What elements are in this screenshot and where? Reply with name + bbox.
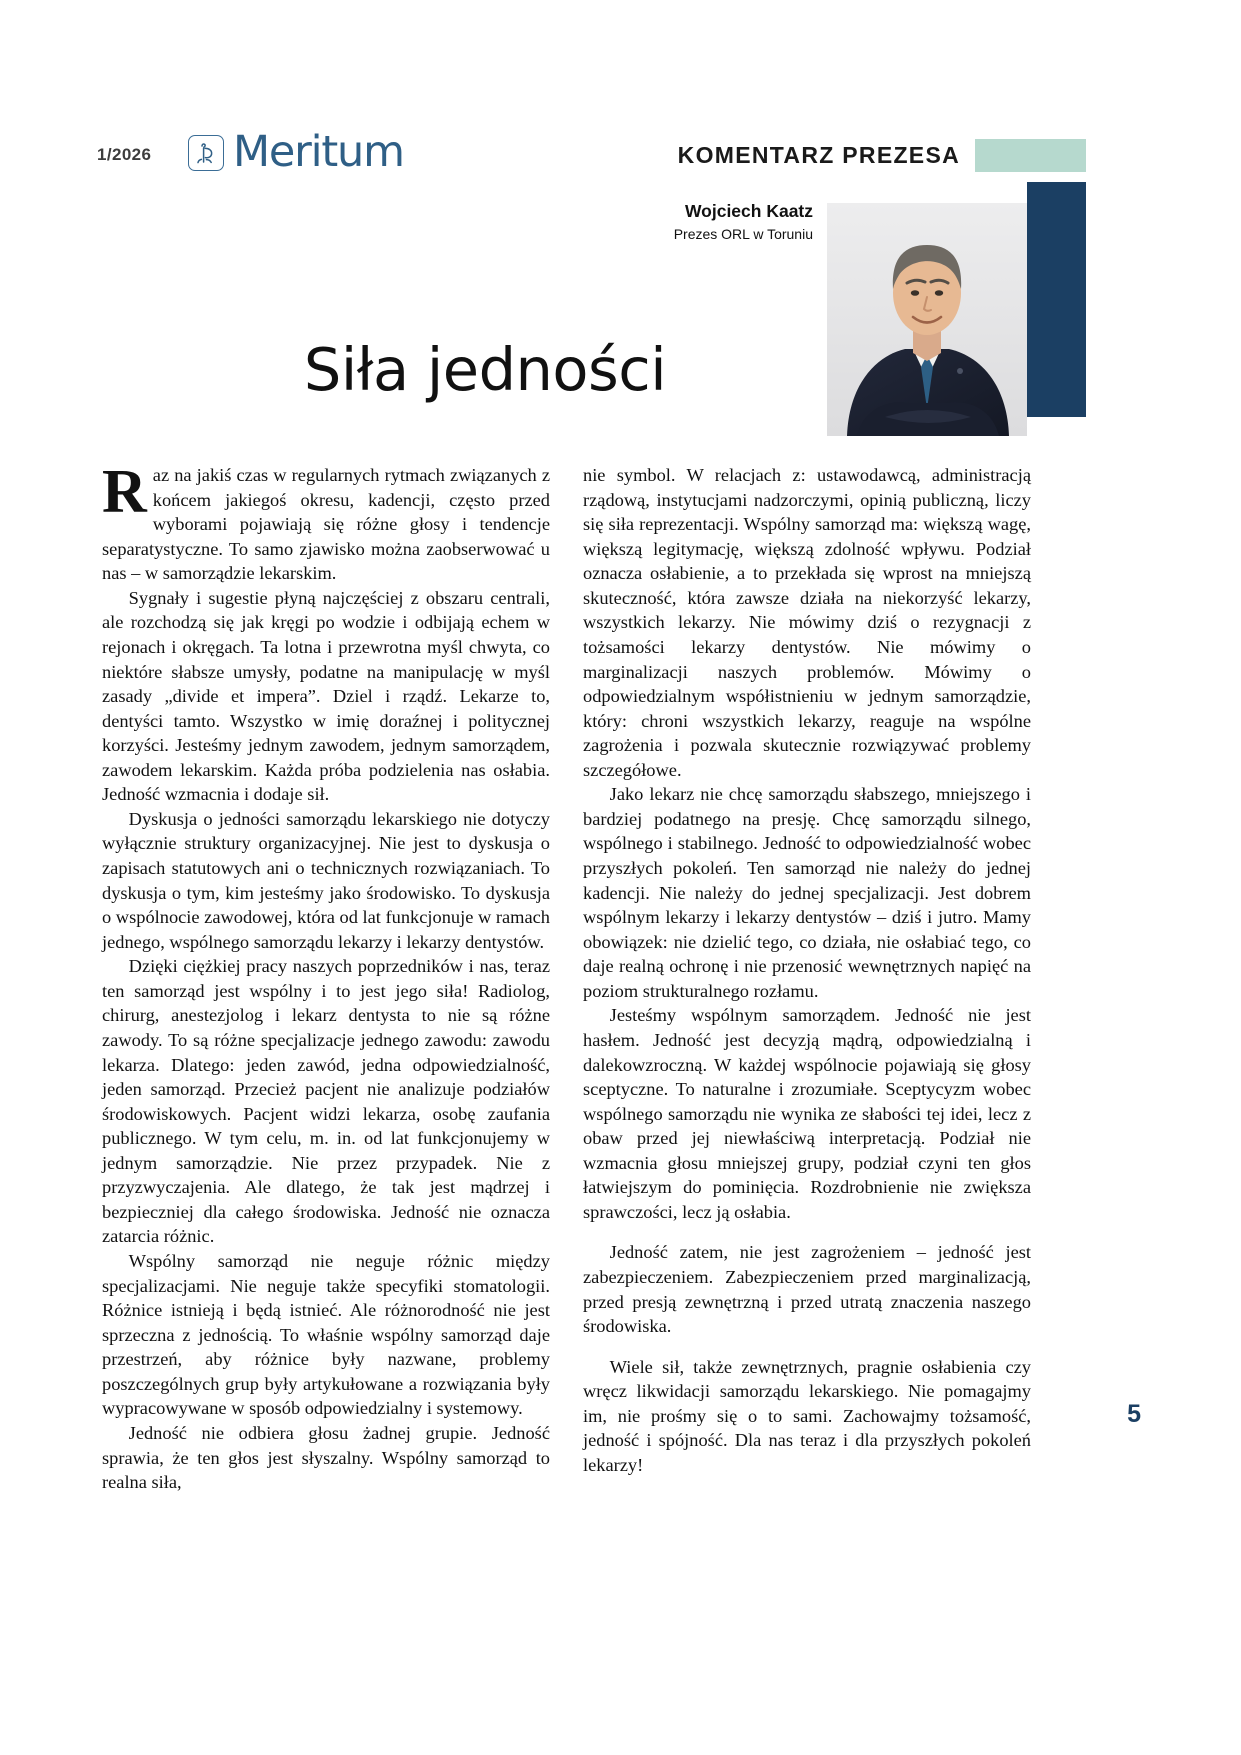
masthead-wordmark: Meritum [233,127,404,177]
page-title: Siła jedności [303,334,667,404]
paragraph: Jedność zatem, nie jest zagrożeniem – jedność jest zabezpieczeniem. Zabezpieczeniem przed marginalizacją, przed presją zewnętrzną i przed utratą znaczenia naszego środowiska. [583,1242,1031,1337]
left-column [102,458,550,1495]
meritum-leaf-logo-icon [188,135,224,171]
header-accent-bar [975,139,1086,172]
issue-label: 1/2026 [97,145,152,164]
paragraph: Wiele sił, także zewnętrznych, pragnie osłabienia czy wręcz likwidacji samorządu lekarskiego. Nie pomagajmy im, nie prośmy się o to sami. Zachowajmy tożsamość, jedność i spójność. Dla nas teraz i dla przyszłych pokoleń lekarzy! [583,1356,1031,1475]
article-body [102,458,1138,1495]
paragraph: nie symbol. W relacjach z: ustawodawcą, administracją rządową, instytucjami nadzorczymi, opinią publiczną, liczy się siła reprezentacji. Wspólny samorząd ma: większą wagę, większą legitymację, większą zdolność wpływu. Podział oznacza osłabienie, a to przekłada się wprost na mniejszą skuteczność, która zawsze działa na niekorzyść lekarzy, wszystkich lekarzy. Nie mówimy dziś o rezygnacji z tożsamości lekarzy dentystów. Nie mówimy o marginalizacji naszych problemów. Mówimy o odpowiedzialnym współistnieniu w jednym samorządzie, który: chroni wszystkich lekarzy, reaguje na wspólne zagrożenia i pozwala skutecznie rozwiązywać problemy szczegółowe. [583,465,1031,780]
paragraph: Sygnały i sugestie płyną najczęściej z obszaru centrali, ale rozchodzą się jak kręgi po wodzie i odbijają echem w rejonach i okręgach. Ta lotna i przewrotna myśl chwyta, co niektóre słabsze umysły, podatne na manipulację w myśl zasady „divide et impera”. Dziel i rządź. Lekarze to, dentyści tamto. Wszystko w imię doraźnej i politycznej korzyści. Jesteśmy jednym zawodem, jednym samorządem, zawodem lekarskim. Każda próba podzielenia nas osłabia. Jedność wzmacnia i dodaje sił. [102,587,550,805]
page-number: 5 [1127,1400,1141,1428]
paragraph: Wspólny samorząd nie neguje różnic między specjalizacjami. Nie neguje także specyfiki stomatologii. Różnice istnieją i będą istnieć. Ale różnorodność nie jest sprzeczna z jednością. To właśnie wspólny samorząd daje przestrzeń, aby różnice były nazwane, problemy poszczególnych grup były artykułowane a rozwiązania były wypracowywane w sposób odpowiedzialny i systemowy. [102,1251,550,1419]
byline [513,200,813,244]
section-title: KOMENTARZ PREZESA [677,142,960,168]
paragraph: Dyskusja o jedności samorządu lekarskiego nie dotyczy wyłącznie struktury organizacyjnej. Nie jest to dyskusja o zapisach statutowych ani o technicznych rozwiązaniach. To dyskusja o tym, kim jesteśmy jako środowisko. To dyskusja o wspólnocie zawodowej, która od lat funkcjonuje w ramach jednego, wspólnego samorządu lekarzy i lekarzy dentystów. [102,808,550,952]
author-name: Wojciech Kaatz [684,201,813,221]
paragraph: Jedność nie odbiera głosu żadnej grupie. Jedność sprawia, że ten głos jest słyszalny. Wspólny samorząd to realna siła, [102,1422,550,1493]
paragraph: Dzięki ciężkiej pracy naszych poprzedników i nas, teraz ten samorząd jest wspólny i to jest jego siła! Radiolog, chirurg, anestezjolog i lekarz dentysta to nie są różne zawody. To są różne specjalizacje jednego zawodu: zawodu lekarza. Dlatego: jeden zawód, jedna odpowiedzialność, jeden samorząd. Przecież pacjent nie analizuje podziałów środowiskowych. Pacjent widzi lekarza, osobę zaufania publicznego. W tym celu, m. in. od lat funkcjonujemy w jednym samorządzie. Nie przez przypadek. Nie z przyzwyczajenia. Ale dlatego, że tak jest mądrzej i bezpieczniej dla całego środowiska. Jedność nie oznacza zatarcia różnic. [102,956,550,1247]
paragraph: Raz na jakiś czas w regularnych rytmach związanych z końcem jakiegoś okresu, kadencji, często przed wyborami pojawiają się różne głosy i tendencje separatystyczne. To samo zjawisko można zaobserwować u nas – w samorządzie lekarskim. [102,458,550,584]
masthead-logo [188,127,404,177]
right-column [583,463,1031,1495]
paragraph: Jesteśmy wspólnym samorządem. Jedność nie jest hasłem. Jedność jest decyzją mądrą, odpowiedzialną i dalekowzroczną. W każdej wspólnocie pojawiają się głosy sceptyczne. To naturalne i zrozumiałe. Sceptycyzm wobec wspólnego samorządu nie wynika ze słabości tej idei, lecz z obaw przed jej niewłaściwą interpretacją. Podział nie wzmacnia głosu mniejszej grupy, podział czyni ten głos łatwiejszym do pominięcia. Rozdrobnienie nie zwiększa sprawczości, lecz ją osłabia. [583,1005,1031,1222]
author-role: Prezes ORL w Toruniu [673,225,813,242]
portrait-backdrop-block [1027,182,1086,417]
paragraph: Jako lekarz nie chcę samorządu słabszego, mniejszego i bardziej podatnego na presję. Chcę samorządu silnego, wspólnego i stabilnego. Jedność to odpowiedzialność wobec przyszłych pokoleń. Ten samorząd nie należy do jednej kadencji. Nie należy do jednej specjalizacji. Jest dobrem wspólnym lekarzy i lekarzy dentystów – dziś i jutro. Mamy obowiązek: nie dzielić tego, co działa, nie osłabiać tego, co daje realną ochronę i nie przenosić wewnętrznych napięć na poziom strukturalnego rozłamu. [583,784,1031,1001]
